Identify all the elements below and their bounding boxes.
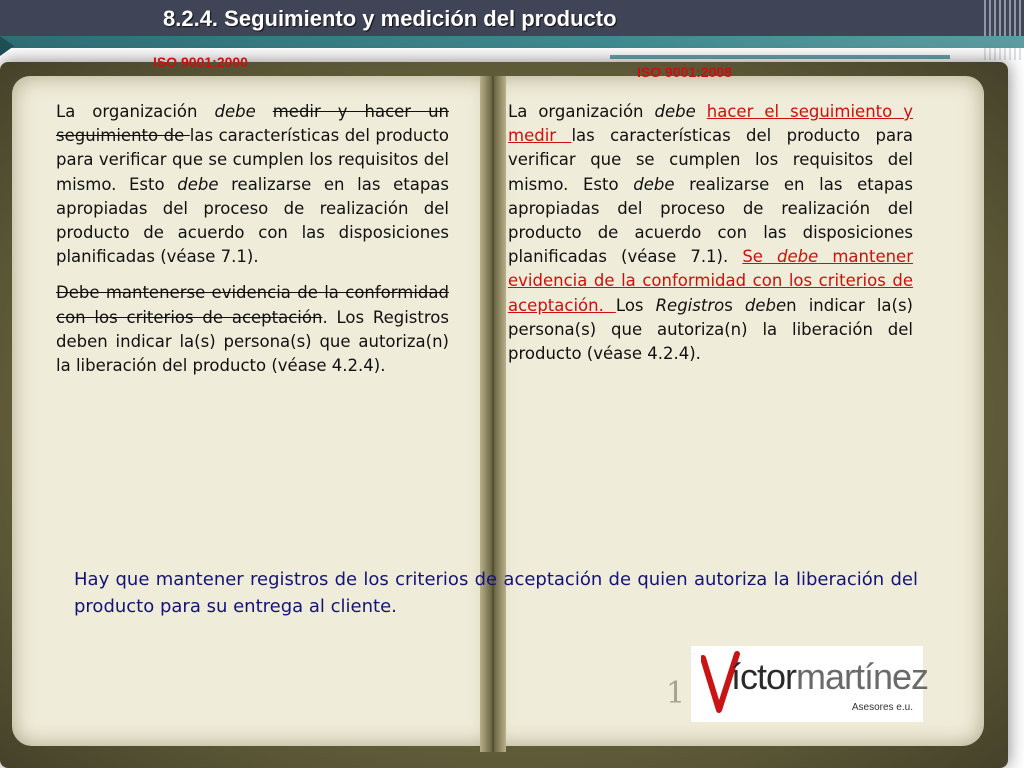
text-run: Debe mantenerse evidencia de la conformidad con los criterios de aceptación (56, 283, 449, 327)
text-run (256, 102, 273, 121)
title-bar (0, 0, 1024, 36)
text-run (696, 102, 707, 121)
text-run: La organización (508, 102, 655, 121)
logo-name (731, 656, 928, 698)
text-run: . Los Registros deben indicar la(s) persona(s) que autoriza(n) la liberación del producto (véase 4.2.4). (56, 307, 449, 376)
text-run: mantener evidencia de la conformidad con los criterios de aceptación. (508, 247, 913, 315)
right-page-text (508, 100, 913, 366)
slide-title: 8.2.4. Seguimiento y medición del producto (163, 6, 617, 31)
logo-name-last: martínez (796, 656, 929, 697)
text-run: hacer el seguimiento y medir (508, 102, 913, 146)
text-run: realizarse en las etapas apropiadas del proceso de realización del producto de acuerdo con las disposiciones planificadas (véase 7.1). (508, 174, 913, 267)
text-run: realizarse en las etapas apropiadas del proceso de realización del producto de acuerdo con las disposiciones planificadas (véase 7.1). (56, 174, 449, 267)
text-run: las características del producto para verificar que se cumplen los requisitos del mismo. Esto (508, 126, 913, 194)
edition-label-left: ISO 9001:2000 (153, 54, 248, 70)
accent-line (610, 55, 950, 59)
left-paragraph-2 (56, 281, 449, 378)
text-run: s (724, 295, 745, 315)
summary-note: Hay que mantener registros de los criterios de aceptación de quien autoriza la liberación del producto para su entrega al cliente. (74, 569, 918, 617)
page-number: 1 (666, 676, 686, 711)
text-run: medir y hacer un seguimiento de (56, 102, 449, 146)
logo-tagline: Asesores e.u. (851, 702, 913, 713)
decorative-lines (984, 0, 1024, 60)
text-run: Se (742, 247, 778, 267)
text-run: debe (177, 174, 219, 194)
company-logo (691, 646, 929, 722)
right-paragraph-1 (508, 100, 913, 366)
book-spine (480, 76, 506, 752)
left-paragraph-1 (56, 100, 449, 269)
text-run: La organización (56, 102, 215, 121)
left-page-text (56, 100, 449, 378)
text-run: n indicar la(s) persona(s) que autoriza(n) la liberación del producto (véase 4.2.4). (508, 295, 913, 364)
text-run: debe (654, 102, 696, 121)
text-run: debe (777, 247, 819, 267)
logo-name-first: íctor (731, 656, 797, 697)
text-run: las características del producto para verificar que se cumplen los requisitos del mismo. Esto (56, 126, 449, 194)
edition-label-right: ISO 9001:2008 (637, 64, 732, 80)
text-run: debe (214, 102, 256, 121)
text-run: Los (615, 295, 656, 315)
text-run: Registro (655, 295, 725, 315)
text-run: debe (744, 295, 787, 315)
arrow-marker-icon (0, 36, 14, 56)
teal-band (0, 36, 1024, 48)
text-run: debe (633, 174, 675, 194)
